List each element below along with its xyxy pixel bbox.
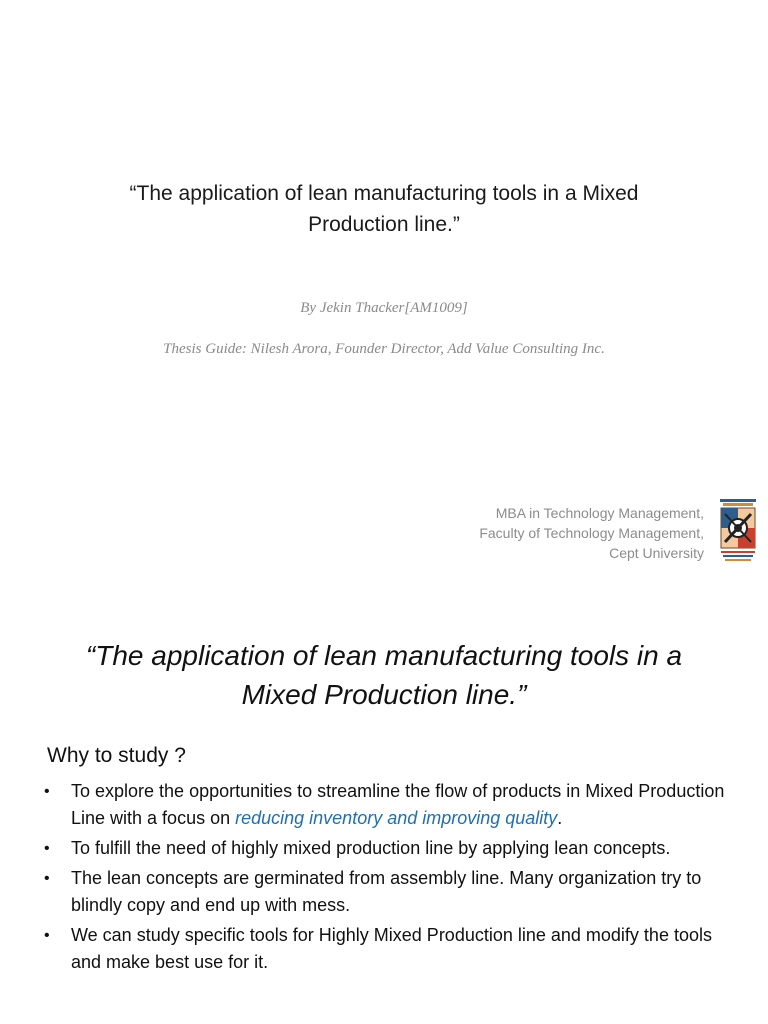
list-item: • To fulfill the need of highly mixed production line by applying lean concepts. [0,835,768,862]
bullet-icon: • [44,840,50,857]
bullet-icon: • [44,927,50,944]
bullet-list [0,778,768,979]
affiliation-line: Cept University [609,545,704,561]
slide-title: “The application of lean manufacturing tools in a Mixed Production line.” [129,182,639,236]
slide-title: “The application of lean manufacturing tools in a Mixed Production line.” [85,640,683,710]
list-item: • We can study specific tools for Highly Mixed Production line and modify the tools and make best use for it. [0,922,768,976]
author-line: By Jekin Thacker[AM1009] [300,300,468,316]
thesis-guide-line: Thesis Guide: Nilesh Arora, Founder Director, Add Value Consulting Inc. [163,341,605,357]
content-slide [0,598,768,1024]
bullet-icon: • [44,870,50,887]
bullet-icon: • [44,783,50,800]
list-item: • To explore the opportunities to streamline the flow of products in Mixed Production Line with a focus on reducing inventory and improving quality. [0,778,768,832]
affiliation-line: MBA in Technology Management, [495,505,704,521]
list-item: • The lean concepts are germinated from assembly line. Many organization try to blindly copy and end up with mess. [0,865,768,919]
university-crest-icon [717,497,759,567]
section-heading: Why to study ? [47,744,186,767]
affiliation-block [479,503,704,563]
highlighted-text: reducing inventory and improving quality [235,808,558,828]
affiliation-line: Faculty of Technology Management, [479,525,704,541]
